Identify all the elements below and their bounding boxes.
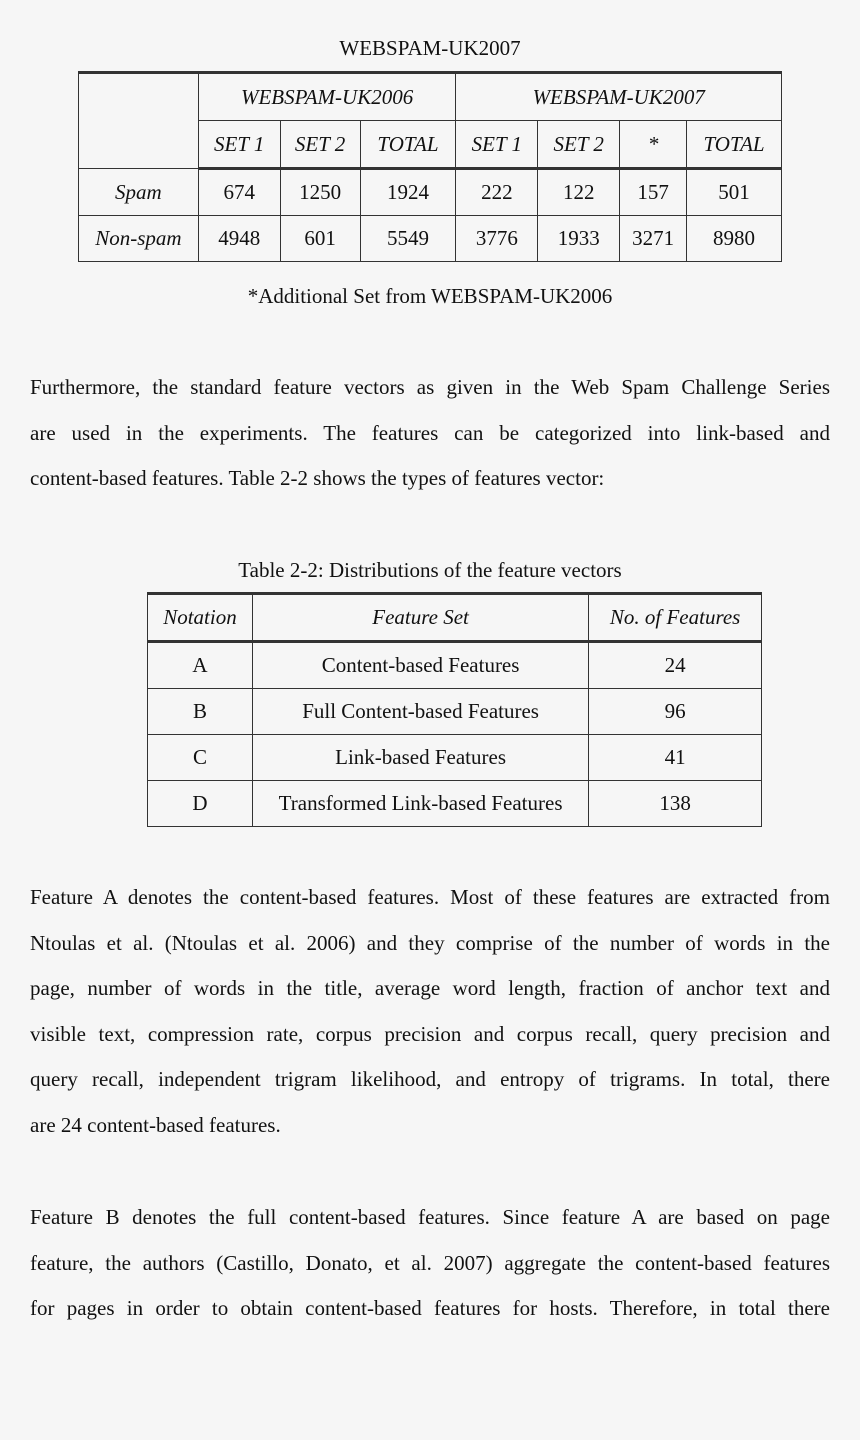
table-cell: 96: [589, 689, 762, 735]
table-cell: 3776: [456, 216, 538, 262]
table-cell: 41: [589, 735, 762, 781]
paragraph-line: are 24 content-based features.: [30, 1112, 281, 1137]
table1-sub-header: *: [620, 121, 687, 169]
table1-footnote: *Additional Set from WEBSPAM-UK2006: [247, 284, 613, 308]
table2-header-row: [148, 594, 762, 642]
paragraph-line: for pages in order to obtain content-based features for hosts. Therefore, in total there: [30, 1296, 830, 1320]
paragraph-line: Ntoulas et al. (Ntoulas et al. 2006) and they comprise of the number of words in the: [30, 930, 830, 955]
table-cell: 4948: [198, 216, 280, 262]
table2-caption: Table 2-2: Distributions of the feature vectors: [238, 558, 622, 582]
row-label: Spam: [79, 169, 199, 216]
table-cell: 222: [456, 169, 538, 216]
table1-group-header-row: [79, 73, 782, 121]
paragraph-line: visible text, compression rate, corpus precision and corpus recall, query precision and: [30, 1021, 830, 1046]
table-cell: 138: [589, 781, 762, 827]
table-cell: 24: [589, 642, 762, 689]
paragraph-feature-a: [30, 875, 830, 1148]
row-label: Non-spam: [79, 216, 199, 262]
dataset-table: [78, 71, 782, 262]
table1-corner-cell: [79, 73, 199, 169]
paragraph-line: Feature A denotes the content-based features. Most of these features are extracted from: [30, 885, 830, 909]
table-cell: B: [148, 689, 253, 735]
table-cell: 1933: [538, 216, 620, 262]
table-cell: 8980: [687, 216, 782, 262]
table-cell: 674: [198, 169, 280, 216]
feature-table: [147, 592, 762, 827]
table-row: [148, 735, 762, 781]
table-cell: 122: [538, 169, 620, 216]
paragraph-line: query recall, independent trigram likelihood, and entropy of trigrams. In total, there: [30, 1067, 830, 1091]
paragraph-line: Feature B denotes the full content-based features. Since feature A are based on page: [30, 1205, 830, 1229]
table1-group-header: WEBSPAM-UK2007: [456, 73, 782, 121]
table-cell: Link-based Features: [252, 735, 588, 781]
table1-sub-header: SET 1: [198, 121, 280, 169]
table2-header: Feature Set: [252, 594, 588, 642]
table-cell: A: [148, 642, 253, 689]
table-cell: 157: [620, 169, 687, 216]
table1-sub-header: SET 1: [456, 121, 538, 169]
paragraph-line: Furthermore, the standard feature vectors as given in the Web Spam Challenge Series: [30, 375, 830, 399]
paragraph-intro: [30, 365, 830, 502]
table1-caption: WEBSPAM-UK2007: [339, 36, 521, 60]
table-cell: D: [148, 781, 253, 827]
table-row: [148, 689, 762, 735]
paragraph-line: page, number of words in the title, average word length, fraction of anchor text and: [30, 976, 830, 1000]
paragraph-line: content-based features. Table 2-2 shows the types of features vector:: [30, 466, 605, 490]
table-cell: Full Content-based Features: [252, 689, 588, 735]
table-row: [79, 216, 782, 262]
table1-group-header: WEBSPAM-UK2006: [198, 73, 456, 121]
table1-sub-header: TOTAL: [687, 121, 782, 169]
table2-header: No. of Features: [589, 594, 762, 642]
table2-header: Notation: [148, 594, 253, 642]
table-row: [148, 642, 762, 689]
table-row: [79, 169, 782, 216]
paragraph-line: feature, the authors (Castillo, Donato, et al. 2007) aggregate the content-based features: [30, 1250, 830, 1275]
table-cell: Content-based Features: [252, 642, 588, 689]
table-cell: 5549: [360, 216, 456, 262]
paragraph-feature-b: [30, 1195, 830, 1332]
table-row: [148, 781, 762, 827]
table-cell: 1924: [360, 169, 456, 216]
table1-sub-header: TOTAL: [360, 121, 456, 169]
table1-sub-header: SET 2: [538, 121, 620, 169]
table1-sub-header: SET 2: [280, 121, 360, 169]
table-cell: Transformed Link-based Features: [252, 781, 588, 827]
table-cell: 1250: [280, 169, 360, 216]
table-cell: 501: [687, 169, 782, 216]
paragraph-line: are used in the experiments. The features can be categorized into link-based and: [30, 420, 830, 445]
table-cell: C: [148, 735, 253, 781]
table-cell: 601: [280, 216, 360, 262]
table-cell: 3271: [620, 216, 687, 262]
